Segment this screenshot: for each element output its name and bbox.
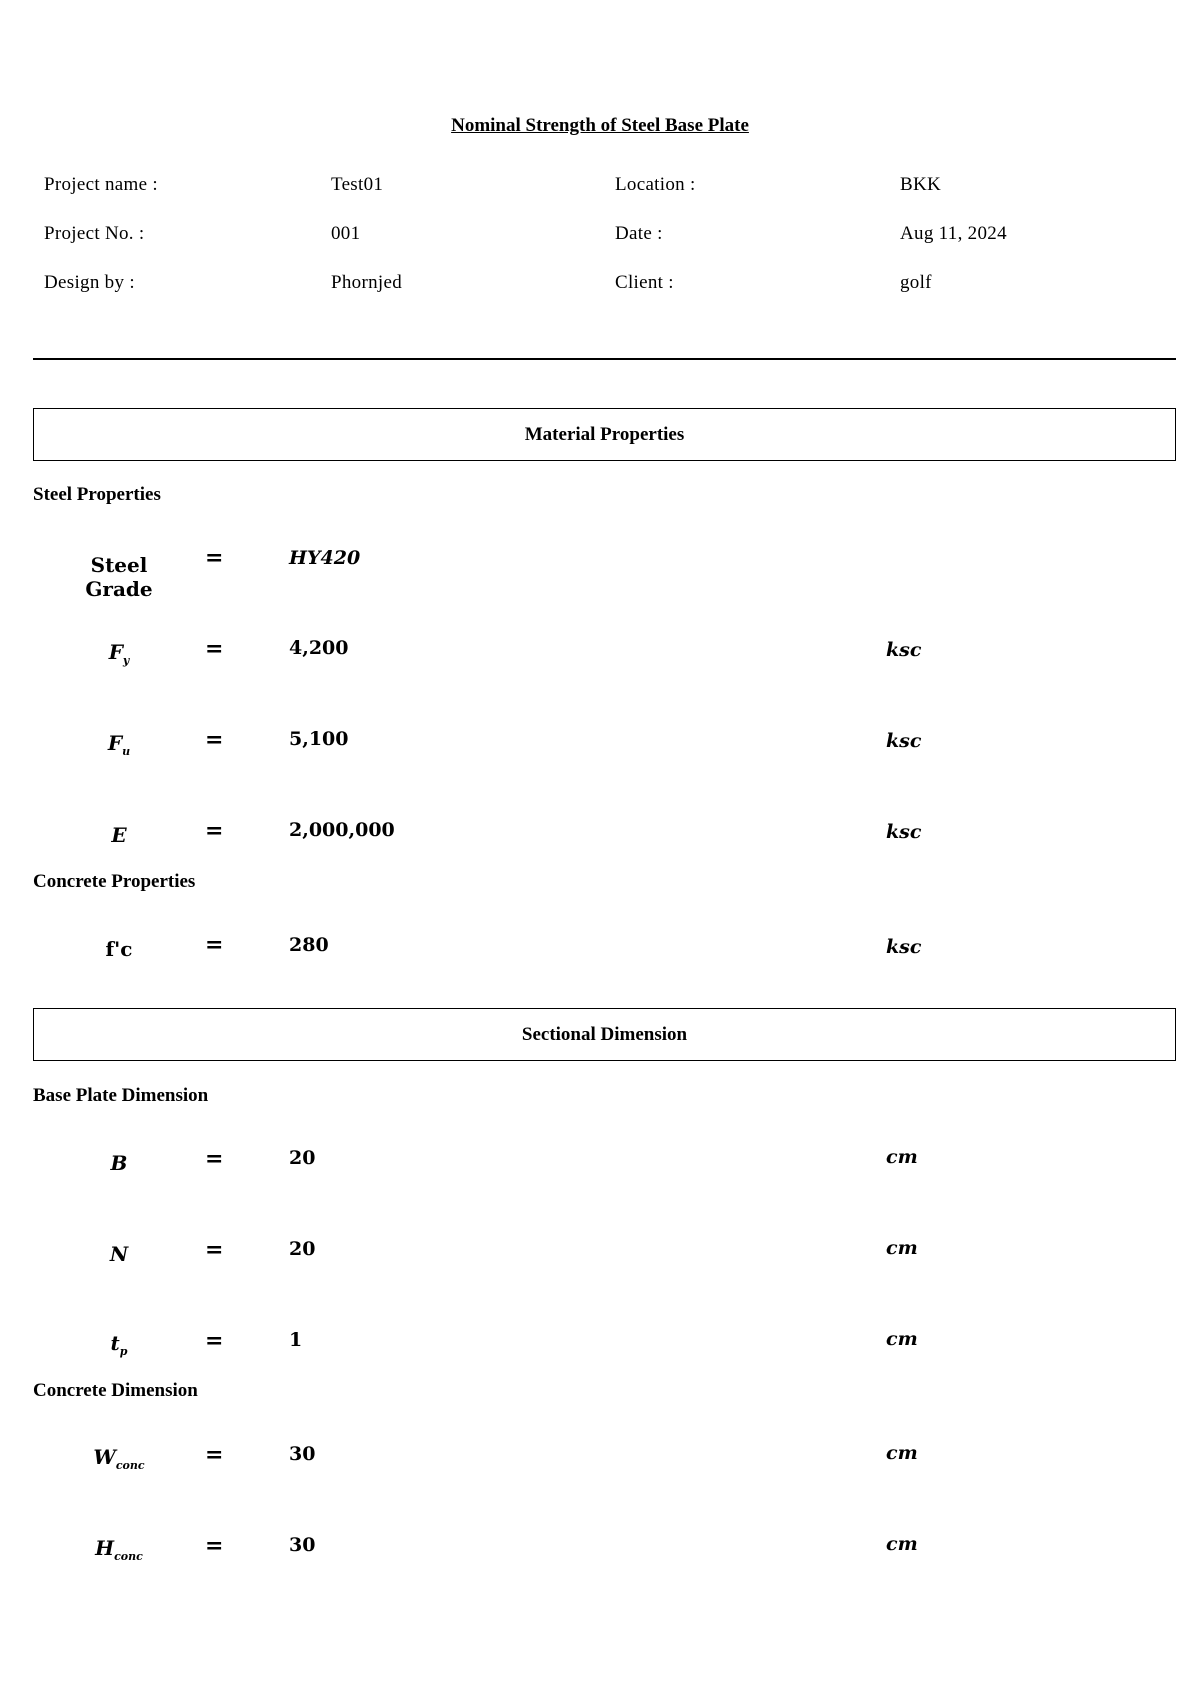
location-label: Location : xyxy=(615,174,696,195)
fu-unit: ksc xyxy=(886,730,922,752)
e-unit: ksc xyxy=(886,821,922,843)
design-by-label: Design by : xyxy=(44,272,135,293)
steel-properties-subheader: Steel Properties xyxy=(33,484,161,505)
n-unit: cm xyxy=(886,1237,918,1259)
fc-equals: = xyxy=(205,932,224,958)
material-properties-title: Material Properties xyxy=(524,423,685,445)
fu-value: 5,100 xyxy=(289,728,349,750)
tp-symbol: $t_p$ xyxy=(110,1331,128,1358)
page-title: Nominal Strength of Steel Base Plate xyxy=(451,115,749,136)
wconc-symbol: $W_{conc}$ xyxy=(93,1445,145,1472)
base-plate-dimension-subheader: Base Plate Dimension xyxy=(33,1085,209,1106)
e-equals: = xyxy=(205,818,224,844)
hconc-equals: = xyxy=(205,1533,224,1559)
tp-unit: cm xyxy=(886,1328,918,1350)
steel-grade-label: Steel Grade xyxy=(85,553,153,601)
fu-equals: = xyxy=(205,727,224,753)
concrete-dimension-subheader: Concrete Dimension xyxy=(33,1380,198,1401)
sectional-dimension-header xyxy=(33,1008,1176,1061)
project-no-label: Project No. : xyxy=(44,223,145,244)
tp-value: 1 xyxy=(289,1329,303,1351)
wconc-equals: = xyxy=(205,1442,224,1468)
b-unit: cm xyxy=(886,1146,918,1168)
fc-value: 280 xyxy=(289,934,329,956)
hconc-unit: cm xyxy=(886,1533,918,1555)
fy-value: 4,200 xyxy=(289,637,349,659)
concrete-properties-subheader: Concrete Properties xyxy=(33,871,196,892)
fc-unit: ksc xyxy=(886,936,922,958)
project-no-value: 001 xyxy=(331,223,361,244)
fy-unit: ksc xyxy=(886,639,922,661)
steel-grade-value: HY420 xyxy=(289,547,361,569)
header-divider xyxy=(33,358,1176,360)
b-symbol: B xyxy=(110,1151,128,1175)
project-name-label: Project name : xyxy=(44,174,158,195)
sectional-dimension-title: Sectional Dimension xyxy=(521,1023,688,1045)
wconc-value: 30 xyxy=(289,1443,316,1465)
date-label: Date : xyxy=(615,223,663,244)
hconc-symbol: $H_{conc}$ xyxy=(95,1536,143,1563)
wconc-unit: cm xyxy=(886,1442,918,1464)
fy-equals: = xyxy=(205,636,224,662)
n-symbol: N xyxy=(109,1242,129,1266)
client-label: Client : xyxy=(615,272,674,293)
b-equals: = xyxy=(205,1146,224,1172)
tp-equals: = xyxy=(205,1328,224,1354)
material-properties-header xyxy=(33,408,1176,461)
steel-grade-equals: = xyxy=(205,545,224,571)
fc-symbol: f'c xyxy=(105,937,133,961)
design-by-value: Phornjed xyxy=(331,272,403,293)
b-value: 20 xyxy=(289,1147,316,1169)
fu-symbol: $F_u$ xyxy=(107,731,131,758)
location-value: BKK xyxy=(900,174,942,195)
n-value: 20 xyxy=(289,1238,316,1260)
e-value: 2,000,000 xyxy=(289,819,395,841)
client-value: golf xyxy=(900,272,932,293)
n-equals: = xyxy=(205,1237,224,1263)
e-symbol: E xyxy=(111,823,127,847)
date-value: Aug 11, 2024 xyxy=(900,223,1007,244)
project-name-value: Test01 xyxy=(331,174,384,195)
fy-symbol: $F_y$ xyxy=(108,640,130,667)
hconc-value: 30 xyxy=(289,1534,316,1556)
